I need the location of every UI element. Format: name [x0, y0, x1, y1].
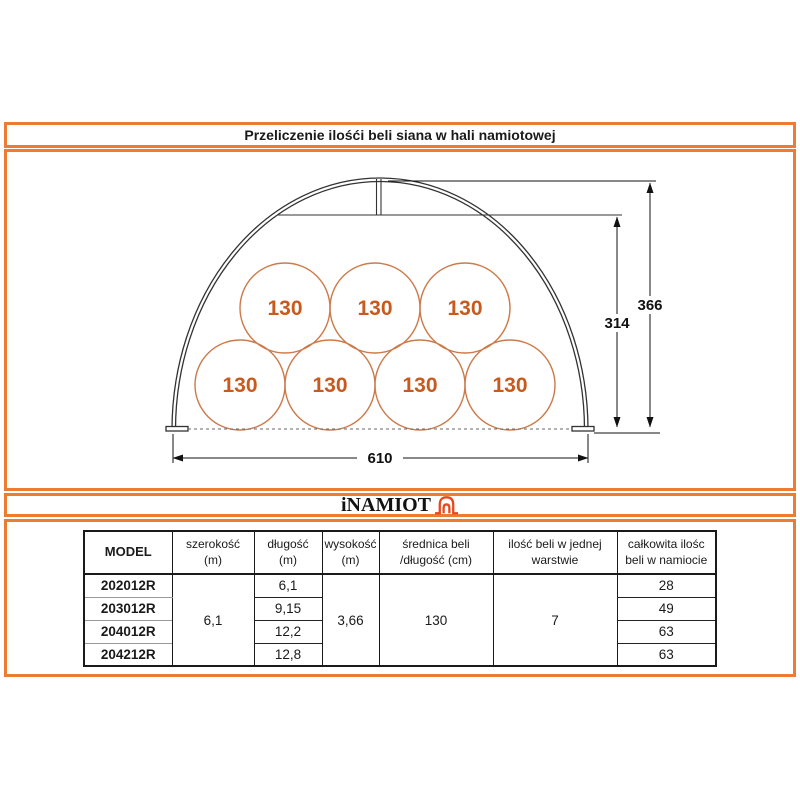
cell-dlugosc: 9,15: [254, 597, 322, 620]
col-header-model: MODEL: [84, 531, 172, 574]
logo-text: iNAMIOT: [341, 494, 431, 516]
cell-dlugosc: 12,8: [254, 643, 322, 666]
table-header-row: [84, 531, 716, 574]
base-foot-right: [572, 427, 594, 432]
diagram-panel: [4, 149, 796, 491]
bale-circles: [195, 263, 555, 430]
dim-label-inner-height: 314: [604, 315, 630, 332]
bale-label: 130: [267, 297, 303, 320]
cell-srednica-shared: 130: [379, 574, 493, 666]
dim-label-outer-height: 366: [637, 297, 663, 314]
header-line: beli w namiocie: [625, 552, 708, 567]
bale-label: 130: [312, 374, 348, 397]
col-header-ilosc-warstwa: [493, 531, 617, 574]
bale-label: 130: [222, 374, 258, 397]
table-panel: [4, 519, 796, 677]
bale-label: 130: [357, 297, 393, 320]
bale-label: 130: [447, 297, 483, 320]
logo-band: [4, 493, 796, 517]
header-line: całkowita ilośc: [627, 536, 705, 551]
header-line: /długość (cm): [399, 552, 473, 567]
dimensions: [173, 181, 663, 463]
spec-table: [83, 530, 717, 667]
header-line: szerokość: [185, 536, 241, 551]
col-header-srednica: [379, 531, 493, 574]
bale-label: 130: [492, 374, 528, 397]
cell-calkowita: 49: [617, 597, 716, 620]
tent-arch-icon: [434, 495, 459, 515]
bale-label: 130: [402, 374, 438, 397]
header-line: ilość beli w jednej: [508, 536, 602, 551]
table-row: [84, 574, 716, 597]
cell-dlugosc: 12,2: [254, 620, 322, 643]
col-header-dlugosc: [254, 531, 322, 574]
cell-dlugosc: 6,1: [254, 574, 322, 597]
cell-calkowita: 63: [617, 643, 716, 666]
header-line: (m): [279, 552, 297, 567]
base-foot-left: [166, 427, 188, 432]
col-header-calkowita: [617, 531, 716, 574]
title-band: [4, 122, 796, 148]
header-line: wysokość: [324, 536, 377, 551]
tent-diagram: [7, 152, 793, 488]
col-header-szerokosc: [172, 531, 254, 574]
cell-model: 204212R: [84, 643, 172, 666]
cell-szerokosc-shared: 6,1: [172, 574, 254, 666]
header-line: średnica beli: [402, 536, 470, 551]
cell-ilosc-warstwa-shared: 7: [493, 574, 617, 666]
col-header-wysokosc: [322, 531, 379, 574]
page-title: Przeliczenie ilośći beli siana w hali namiotowej: [244, 127, 556, 143]
cell-model: 204012R: [84, 620, 172, 643]
cell-model: 202012R: [84, 574, 172, 597]
cell-calkowita: 28: [617, 574, 716, 597]
cell-calkowita: 63: [617, 620, 716, 643]
tent-icon-door: [444, 504, 450, 513]
cell-model: 203012R: [84, 597, 172, 620]
header-line: warstwie: [531, 552, 579, 567]
cell-wysokosc-shared: 3,66: [322, 574, 379, 666]
dim-label-width: 610: [367, 450, 393, 467]
header-line: długość: [267, 536, 309, 551]
header-line: (m): [204, 552, 222, 567]
header-line: (m): [341, 552, 360, 567]
